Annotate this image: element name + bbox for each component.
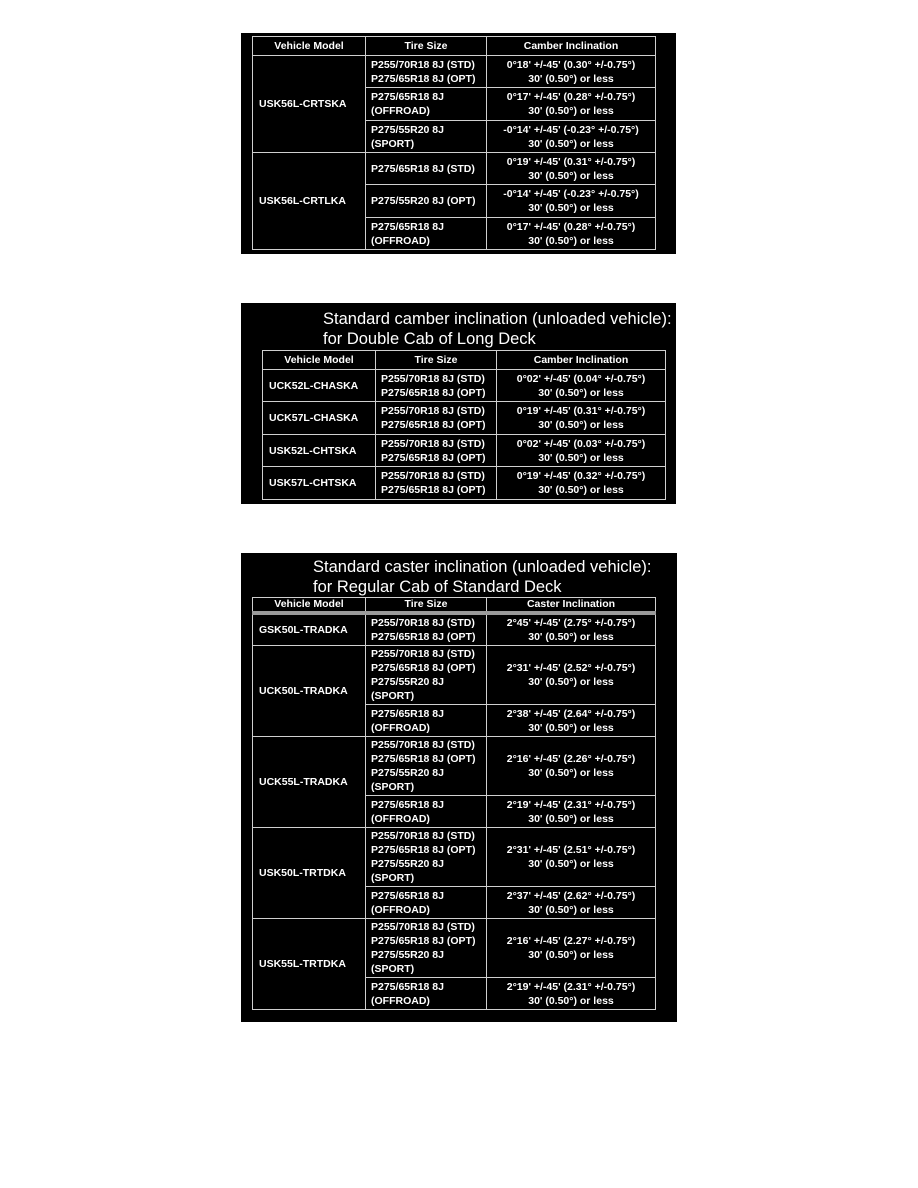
- tire-size-cell: P255/70R18 8J (STD) P275/65R18 8J (OPT): [376, 402, 497, 435]
- tire-size-cell: P255/70R18 8J (STD) P275/65R18 8J (OPT) P275/55R20 8J (SPORT): [366, 737, 487, 796]
- inclination-cell: -0°14' +/-45' (-0.23° +/-0.75°) 30' (0.50°) or less: [487, 185, 656, 218]
- table-row: [263, 402, 666, 435]
- tire-size-cell: P275/65R18 8J (OFFROAD): [366, 218, 487, 250]
- caster-regular-cab-table: [252, 597, 656, 1010]
- table-header-row: [253, 598, 656, 613]
- column-header-camber-inclination: Camber Inclination: [497, 351, 666, 370]
- vehicle-model-cell: USK55L-TRTDKA: [253, 919, 366, 1010]
- inclination-cell: 0°02' +/-45' (0.04° +/-0.75°) 30' (0.50°) or less: [497, 370, 666, 402]
- inclination-cell: 0°19' +/-45' (0.31° +/-0.75°) 30' (0.50°) or less: [487, 153, 656, 185]
- table-row: [263, 370, 666, 402]
- vehicle-model-cell: USK50L-TRTDKA: [253, 828, 366, 919]
- table-row: [253, 919, 656, 978]
- tire-size-cell: P255/70R18 8J (STD) P275/65R18 8J (OPT): [376, 467, 497, 500]
- table-row: [253, 56, 656, 88]
- inclination-cell: 2°16' +/-45' (2.26° +/-0.75°) 30' (0.50°) or less: [487, 737, 656, 796]
- caster-regular-cab-panel: [241, 553, 677, 1022]
- column-header-vehicle-model: Vehicle Model: [253, 598, 366, 613]
- tire-size-cell: P255/70R18 8J (STD) P275/65R18 8J (OPT) P275/55R20 8J (SPORT): [366, 646, 487, 705]
- table-row: [253, 646, 656, 705]
- inclination-cell: 2°31' +/-45' (2.52° +/-0.75°) 30' (0.50°) or less: [487, 646, 656, 705]
- vehicle-model-cell: UCK57L-CHASKA: [263, 402, 376, 435]
- inclination-cell: 0°17' +/-45' (0.28° +/-0.75°) 30' (0.50°) or less: [487, 218, 656, 250]
- tire-size-cell: P275/65R18 8J (OFFROAD): [366, 978, 487, 1010]
- column-header-tire-size: Tire Size: [376, 351, 497, 370]
- vehicle-model-cell: USK56L-CRTLKA: [253, 153, 366, 250]
- vehicle-model-cell: UCK50L-TRADKA: [253, 646, 366, 737]
- tire-size-cell: P275/55R20 8J (SPORT): [366, 121, 487, 153]
- tire-size-cell: P275/55R20 8J (OPT): [366, 185, 487, 218]
- column-header-tire-size: Tire Size: [366, 598, 487, 613]
- column-header-caster-inclination: Caster Inclination: [487, 598, 656, 613]
- vehicle-model-cell: UCK55L-TRADKA: [253, 737, 366, 828]
- inclination-cell: 2°37' +/-45' (2.62° +/-0.75°) 30' (0.50°) or less: [487, 887, 656, 919]
- inclination-cell: 0°17' +/-45' (0.28° +/-0.75°) 30' (0.50°) or less: [487, 88, 656, 121]
- tire-size-cell: P255/70R18 8J (STD) P275/65R18 8J (OPT): [366, 613, 487, 646]
- inclination-cell: 2°19' +/-45' (2.31° +/-0.75°) 30' (0.50°) or less: [487, 796, 656, 828]
- inclination-cell: 2°38' +/-45' (2.64° +/-0.75°) 30' (0.50°) or less: [487, 705, 656, 737]
- table-header-row: [263, 351, 666, 370]
- vehicle-model-cell: USK57L-CHTSKA: [263, 467, 376, 500]
- table-row: [253, 613, 656, 646]
- section-title: Standard caster inclination (unloaded vehicle): for Regular Cab of Standard Deck: [313, 558, 652, 596]
- tire-size-cell: P255/70R18 8J (STD) P275/65R18 8J (OPT): [376, 435, 497, 467]
- column-header-vehicle-model: Vehicle Model: [253, 37, 366, 56]
- tire-size-cell: P275/65R18 8J (OFFROAD): [366, 887, 487, 919]
- tire-size-cell: P255/70R18 8J (STD) P275/65R18 8J (OPT) P275/55R20 8J (SPORT): [366, 828, 487, 887]
- table-row: [263, 435, 666, 467]
- inclination-cell: 0°02' +/-45' (0.03° +/-0.75°) 30' (0.50°) or less: [497, 435, 666, 467]
- tire-size-cell: P275/65R18 8J (OFFROAD): [366, 88, 487, 121]
- inclination-cell: -0°14' +/-45' (-0.23° +/-0.75°) 30' (0.50°) or less: [487, 121, 656, 153]
- tire-size-cell: P255/70R18 8J (STD) P275/65R18 8J (OPT): [376, 370, 497, 402]
- camber-double-cab-panel: [241, 303, 676, 504]
- column-header-tire-size: Tire Size: [366, 37, 487, 56]
- inclination-cell: 2°19' +/-45' (2.31° +/-0.75°) 30' (0.50°) or less: [487, 978, 656, 1010]
- section-title: Standard camber inclination (unloaded vehicle): for Double Cab of Long Deck: [323, 310, 672, 348]
- camber-table-continued: [252, 36, 656, 250]
- vehicle-model-cell: GSK50L-TRADKA: [253, 613, 366, 646]
- vehicle-model-cell: UCK52L-CHASKA: [263, 370, 376, 402]
- column-header-camber-inclination: Camber Inclination: [487, 37, 656, 56]
- table-row: [253, 828, 656, 887]
- tire-size-cell: P275/65R18 8J (OFFROAD): [366, 705, 487, 737]
- inclination-cell: 2°16' +/-45' (2.27° +/-0.75°) 30' (0.50°) or less: [487, 919, 656, 978]
- table-row: [263, 467, 666, 500]
- column-header-vehicle-model: Vehicle Model: [263, 351, 376, 370]
- inclination-cell: 2°45' +/-45' (2.75° +/-0.75°) 30' (0.50°) or less: [487, 613, 656, 646]
- tire-size-cell: P275/65R18 8J (OFFROAD): [366, 796, 487, 828]
- tire-size-cell: P275/65R18 8J (STD): [366, 153, 487, 185]
- vehicle-model-cell: USK56L-CRTSKA: [253, 56, 366, 153]
- inclination-cell: 0°18' +/-45' (0.30° +/-0.75°) 30' (0.50°) or less: [487, 56, 656, 88]
- inclination-cell: 2°31' +/-45' (2.51° +/-0.75°) 30' (0.50°) or less: [487, 828, 656, 887]
- table-header-row: [253, 37, 656, 56]
- camber-double-cab-table: [262, 350, 666, 500]
- camber-table-panel-continued: [241, 33, 676, 254]
- inclination-cell: 0°19' +/-45' (0.32° +/-0.75°) 30' (0.50°) or less: [497, 467, 666, 500]
- table-row: [253, 737, 656, 796]
- inclination-cell: 0°19' +/-45' (0.31° +/-0.75°) 30' (0.50°) or less: [497, 402, 666, 435]
- vehicle-model-cell: USK52L-CHTSKA: [263, 435, 376, 467]
- tire-size-cell: P255/70R18 8J (STD) P275/65R18 8J (OPT): [366, 56, 487, 88]
- tire-size-cell: P255/70R18 8J (STD) P275/65R18 8J (OPT) P275/55R20 8J (SPORT): [366, 919, 487, 978]
- table-row: [253, 153, 656, 185]
